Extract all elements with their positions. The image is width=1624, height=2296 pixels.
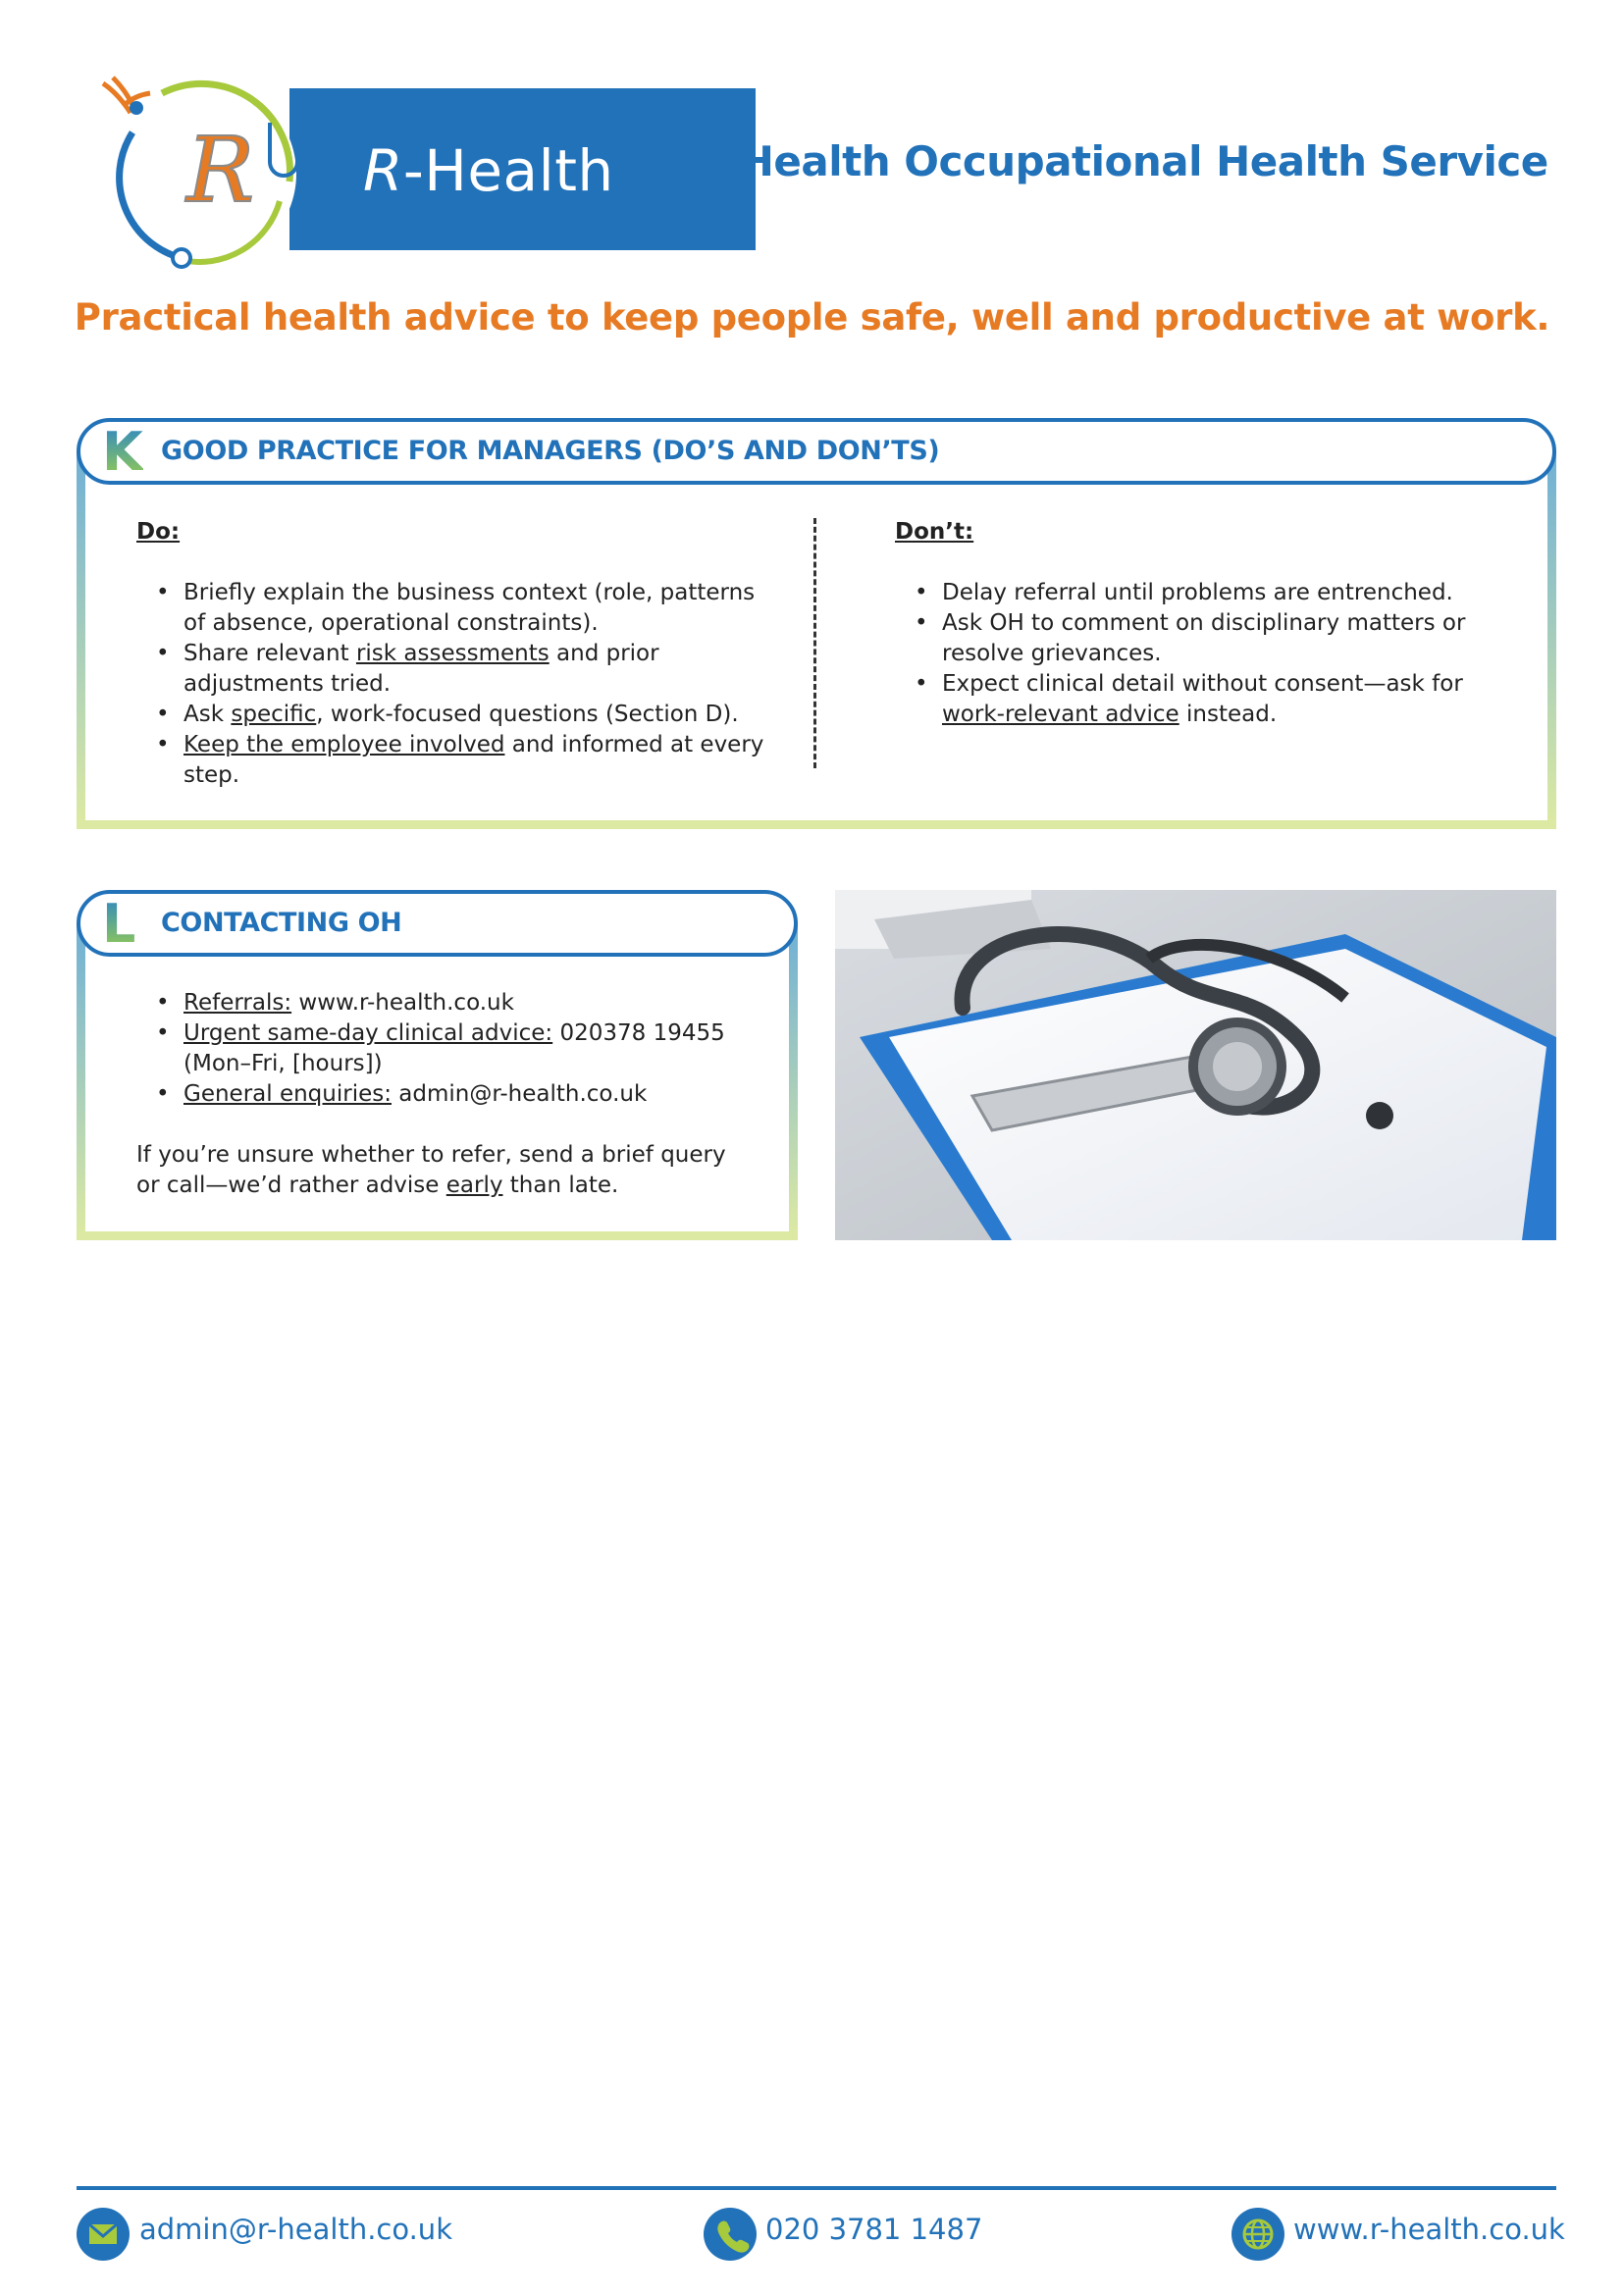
do-column bbox=[136, 517, 764, 791]
dont-list bbox=[895, 578, 1493, 730]
logo bbox=[93, 64, 672, 275]
list-item: • General enquiries: admin@r-health.co.uk bbox=[183, 1079, 745, 1110]
logo-text: R-Health bbox=[363, 137, 614, 204]
do-list bbox=[136, 578, 764, 791]
stethoscope-clipboard-photo bbox=[835, 890, 1556, 1240]
page-title: R-Health Occupational Health Service bbox=[692, 137, 1548, 185]
section-k-letter: K bbox=[102, 421, 143, 483]
section-l-header bbox=[77, 890, 798, 957]
list-item: • Share relevant risk assessments and prior adjustments tried. bbox=[183, 639, 764, 700]
list-item: • Briefly explain the business context (role, patterns of absence, operational constraints). bbox=[183, 578, 764, 639]
list-item: • Referrals: www.r-health.co.uk bbox=[183, 988, 745, 1018]
list-item: • Urgent same-day clinical advice: 020378 19455 (Mon–Fri, [hours]) bbox=[183, 1018, 745, 1079]
svg-text:R: R bbox=[186, 118, 255, 223]
footer-divider bbox=[77, 2186, 1556, 2190]
list-item: • Keep the employee involved and informed at every step. bbox=[183, 730, 764, 791]
contact-list bbox=[136, 988, 745, 1110]
globe-icon bbox=[1231, 2208, 1284, 2261]
list-item: • Ask specific, work-focused questions (Section D). bbox=[183, 700, 764, 730]
section-k-header bbox=[77, 418, 1556, 485]
section-l-letter: L bbox=[102, 893, 136, 955]
contact-list-block bbox=[136, 988, 745, 1201]
do-heading: Do: bbox=[136, 519, 181, 545]
section-l-title: CONTACTING OH bbox=[161, 908, 402, 938]
list-item: • Delay referral until problems are entrenched. bbox=[942, 578, 1493, 608]
dont-heading: Don’t: bbox=[895, 519, 974, 545]
column-divider bbox=[813, 518, 816, 768]
contact-note: If you’re unsure whether to refer, send a brief query or call—we’d rather advise early than late. bbox=[136, 1142, 726, 1198]
logo-emblem-icon bbox=[93, 64, 348, 275]
list-item: • Ask OH to comment on disciplinary matters or resolve grievances. bbox=[942, 608, 1493, 669]
footer-phone[interactable]: 020 3781 1487 bbox=[765, 2213, 983, 2246]
list-item: • Expect clinical detail without consent—ask for work-relevant advice instead. bbox=[942, 669, 1493, 730]
footer-email[interactable]: admin@r-health.co.uk bbox=[139, 2213, 452, 2246]
section-k-title: GOOD PRACTICE FOR MANAGERS (DO’S AND DON’TS) bbox=[161, 436, 940, 466]
dont-column bbox=[895, 517, 1493, 730]
tagline: Practical health advice to keep people safe, well and productive at work. bbox=[74, 296, 1550, 339]
envelope-icon bbox=[77, 2208, 130, 2261]
phone-icon bbox=[704, 2208, 757, 2261]
footer-website[interactable]: www.r-health.co.uk bbox=[1293, 2213, 1565, 2246]
